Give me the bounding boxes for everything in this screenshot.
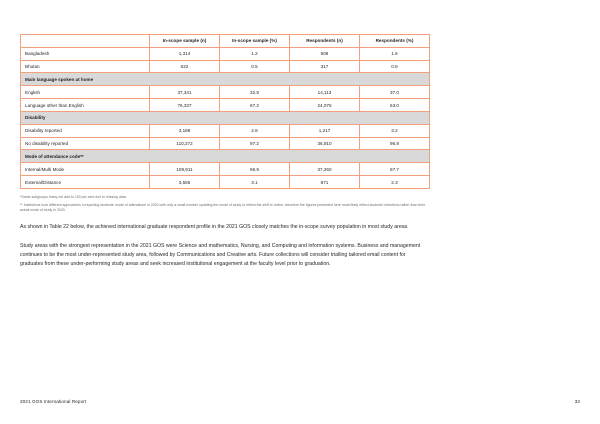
cell-in-scope-sample-n: 3,188 [150, 124, 220, 137]
footer-report-title: 2021 GOS International Report [20, 399, 87, 404]
row-label: Disability reported [21, 124, 150, 137]
table-section-row [21, 73, 430, 86]
cell-respondents-pct: 97.7 [360, 163, 430, 176]
column-header-in-scope-sample-n: In-scope sample (n) [150, 35, 220, 48]
table-header [21, 35, 430, 48]
row-label: Internal/Multi Mode [21, 163, 150, 176]
row-label: Language other than English [21, 99, 150, 112]
cell-respondents-n: 871 [290, 176, 360, 189]
row-label: Bangladesh [21, 47, 150, 60]
cell-in-scope-sample-pct: 96.9 [220, 163, 290, 176]
cell-respondents-pct: 1.6 [360, 47, 430, 60]
table-row [21, 176, 430, 189]
row-label: Bhutan [21, 60, 150, 73]
cell-in-scope-sample-n: 37,341 [150, 86, 220, 99]
column-header-blank [21, 35, 150, 48]
table-section-row [21, 111, 430, 124]
cell-respondents-n: 24,075 [290, 99, 360, 112]
cell-respondents-n: 608 [290, 47, 360, 60]
paragraph-study-areas: Study areas with the strongest representation in the 2021 GOS were Science and mathematics, Nursing, and Computing and information systems. Business and management continues to be the most under-represented study area, followed by Communications and Creative arts. Future collections will consider trialling tailored email content for graduates from these under-performing study areas and seek increased institutional engagement at the faculty level prior to graduation. [20, 242, 421, 267]
row-label: No disability reported [21, 137, 150, 150]
cell-in-scope-sample-n: 622 [150, 60, 220, 73]
section-label: Disability [21, 111, 430, 124]
cell-respondents-pct: 3.2 [360, 124, 430, 137]
cell-respondents-n: 317 [290, 60, 360, 73]
footer-page-number: 33 [574, 399, 580, 404]
cell-in-scope-sample-pct: 32.8 [220, 86, 290, 99]
cell-in-scope-sample-pct: 0.5 [220, 60, 290, 73]
table-row [21, 163, 430, 176]
table-section-row [21, 150, 430, 163]
cell-in-scope-sample-n: 76,337 [150, 99, 220, 112]
cell-respondents-n: 36,910 [290, 137, 360, 150]
cell-in-scope-sample-pct: 97.2 [220, 137, 290, 150]
table-row [21, 99, 430, 112]
table-row [21, 124, 430, 137]
table-header-row [21, 35, 430, 48]
cell-in-scope-sample-n: 1,314 [150, 47, 220, 60]
page-content [20, 34, 429, 279]
cell-in-scope-sample-n: 3,555 [150, 176, 220, 189]
cell-respondents-pct: 37.0 [360, 86, 430, 99]
table-footnotes [20, 195, 429, 214]
cell-respondents-pct: 2.3 [360, 176, 430, 189]
cell-in-scope-sample-pct: 3.1 [220, 176, 290, 189]
cell-respondents-n: 37,260 [290, 163, 360, 176]
paragraph-respondent-profile: As shown in Table 22 below, the achieved international graduate respondent profile in the 2021 GOS closely matches the in-scope survey population in most study areas. [20, 223, 409, 230]
column-header-respondents-pct: Respondents (%) [360, 35, 430, 48]
section-label: Mode of attendance code** [21, 150, 430, 163]
cell-respondents-n: 14,113 [290, 86, 360, 99]
survey-profile-table [20, 34, 430, 189]
row-label: English [21, 86, 150, 99]
cell-in-scope-sample-n: 110,272 [150, 137, 220, 150]
table-row [21, 86, 430, 99]
body-copy [20, 223, 429, 269]
cell-respondents-pct: 0.8 [360, 60, 430, 73]
table-row [21, 60, 430, 73]
table-row [21, 137, 430, 150]
column-header-respondents-n: Respondents (n) [290, 35, 360, 48]
row-label: External/Distance [21, 176, 150, 189]
cell-in-scope-sample-pct: 67.2 [220, 99, 290, 112]
cell-in-scope-sample-pct: 1.2 [220, 47, 290, 60]
column-header-in-scope-sample-pct: In-scope sample (%) [220, 35, 290, 48]
section-label: Main language spoken at home [21, 73, 430, 86]
cell-respondents-n: 1,217 [290, 124, 360, 137]
footnote-missing-data: *Some subgroups many not add to 100 per cent due to missing data. [20, 194, 127, 199]
cell-respondents-pct: 96.8 [360, 137, 430, 150]
table-row [21, 47, 430, 60]
cell-in-scope-sample-n: 109,911 [150, 163, 220, 176]
cell-respondents-pct: 63.0 [360, 99, 430, 112]
table-body [21, 47, 430, 188]
footnote-mode-of-attendance: ** Institutions took different approaches in reporting students' mode of attendance in 2020 with only a small number updating the mode of study to reflect the shift to online, therefore the figures presented here most likely reflect students' intentions rather than their actual mode of study in 2020. [20, 203, 426, 213]
page-footer [20, 399, 580, 404]
cell-in-scope-sample-pct: 2.8 [220, 124, 290, 137]
